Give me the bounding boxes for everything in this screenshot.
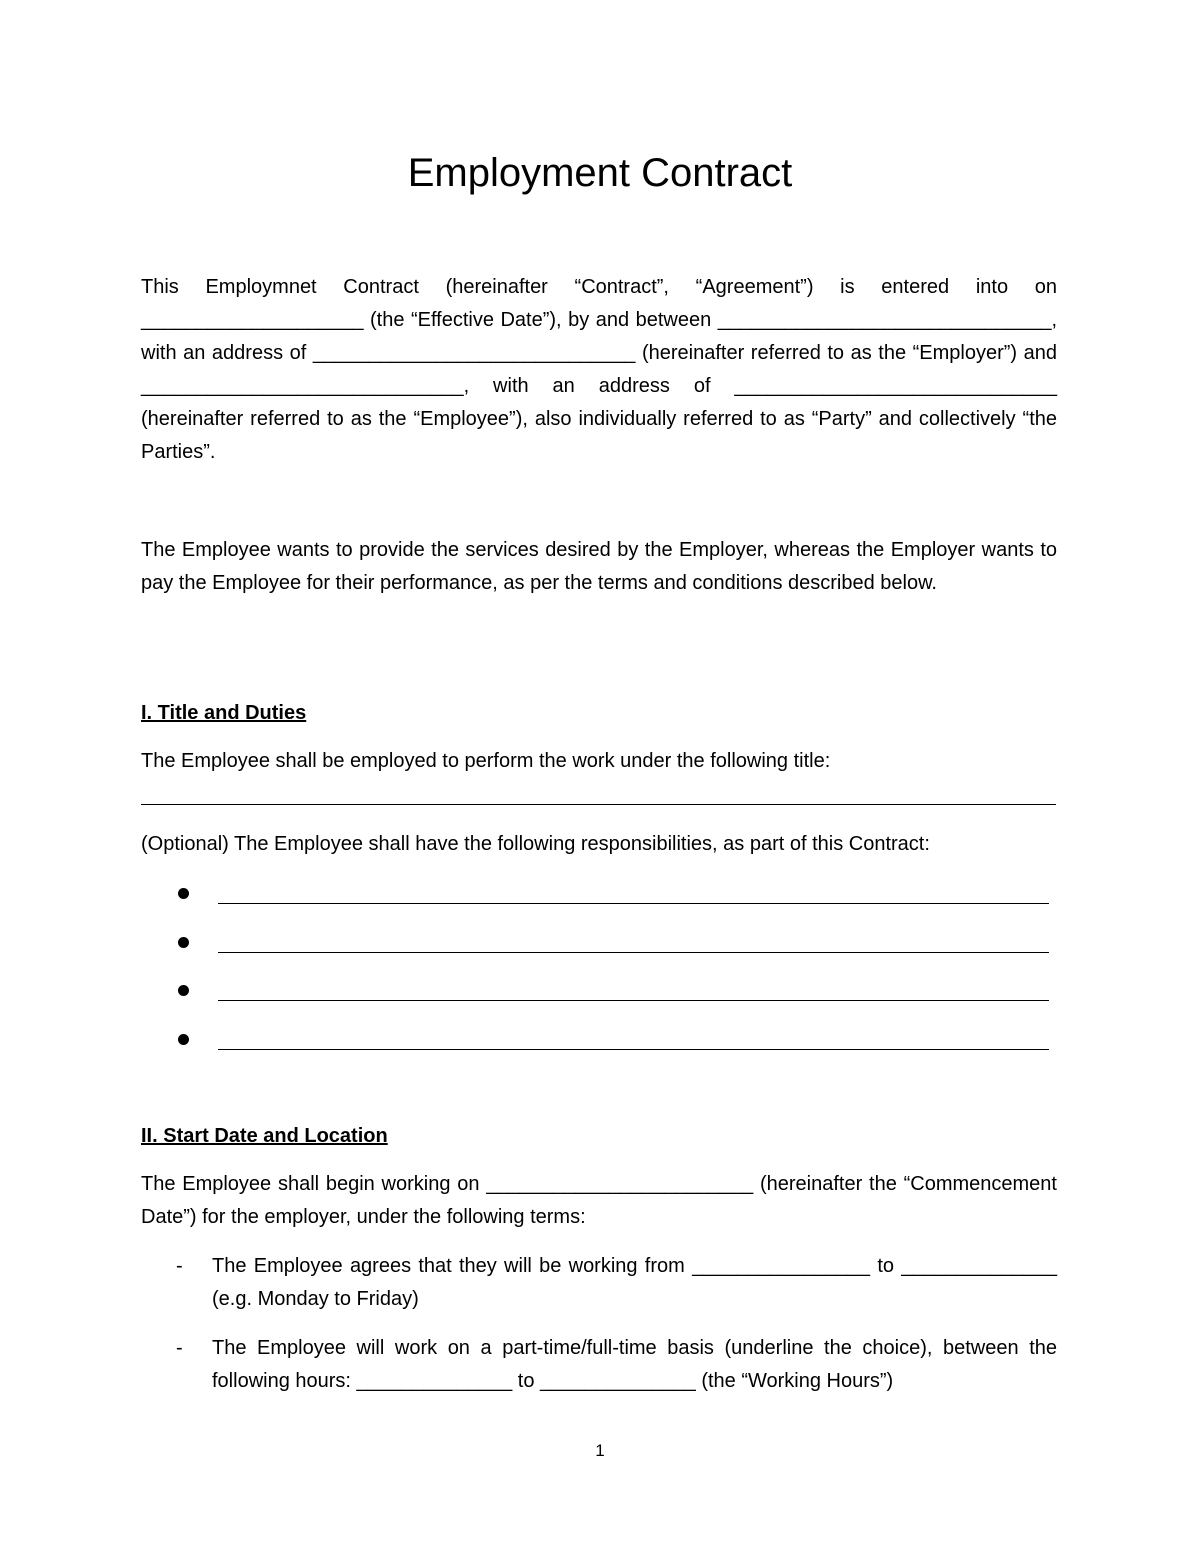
bullet-icon bbox=[178, 985, 189, 996]
responsibility-blank-line bbox=[218, 952, 1049, 953]
responsibility-bullet bbox=[178, 980, 1053, 1006]
section-heading-title-duties: I. Title and Duties bbox=[141, 702, 307, 724]
responsibility-bullet bbox=[178, 1029, 1053, 1055]
working-hours-text: The Employee will work on a part-time/full-time basis (underline the choice), between the following hours: ______________ to ______________ (the “Working Hours”) bbox=[212, 1337, 1057, 1392]
responsibility-bullet bbox=[178, 883, 1053, 909]
responsibility-blank-line bbox=[218, 1000, 1049, 1001]
title-instruction-text: The Employee shall be employed to perform the work under the following title: bbox=[141, 750, 831, 772]
start-date-paragraph: The Employee shall begin working on ________________________ (hereinafter the “Commencement Date”) for the employer, under the following terms: bbox=[141, 1173, 1057, 1228]
job-title-blank-line bbox=[141, 804, 1056, 805]
terms-list-item bbox=[141, 1250, 1057, 1316]
dash-marker: - bbox=[176, 1337, 183, 1359]
responsibility-blank-line bbox=[218, 1049, 1049, 1050]
bullet-icon bbox=[178, 937, 189, 948]
working-days-text: The Employee agrees that they will be working from ________________ to ______________ (e.g. Monday to Friday) bbox=[212, 1255, 1057, 1310]
dash-marker: - bbox=[176, 1255, 183, 1277]
intro-paragraph: This Employmnet Contract (hereinafter “Contract”, “Agreement”) is entered into on ____________________ (the “Effective Date”), by and between ______________________________, with an address of _____________________________ (hereinafter referred to as the “Employer”) and _____________________________, with an address of _____________________________ (hereinafter referred to as the “Employee”), also individually referred to as “Party” and collectively “the Parties”. bbox=[141, 276, 1057, 463]
responsibility-bullet bbox=[178, 932, 1053, 958]
bullet-icon bbox=[178, 1034, 189, 1045]
page-number: 1 bbox=[595, 1441, 605, 1460]
responsibility-blank-line bbox=[218, 903, 1049, 904]
purpose-paragraph: The Employee wants to provide the services desired by the Employer, whereas the Employer wants to pay the Employee for their performance, as per the terms and conditions described below. bbox=[141, 539, 1057, 594]
document-title: Employment Contract bbox=[407, 151, 793, 195]
responsibilities-instruction-text: (Optional) The Employee shall have the following responsibilities, as part of this Contract: bbox=[141, 833, 930, 855]
bullet-icon bbox=[178, 888, 189, 899]
section-heading-start-date: II. Start Date and Location bbox=[141, 1125, 388, 1147]
terms-list-item bbox=[141, 1332, 1057, 1398]
